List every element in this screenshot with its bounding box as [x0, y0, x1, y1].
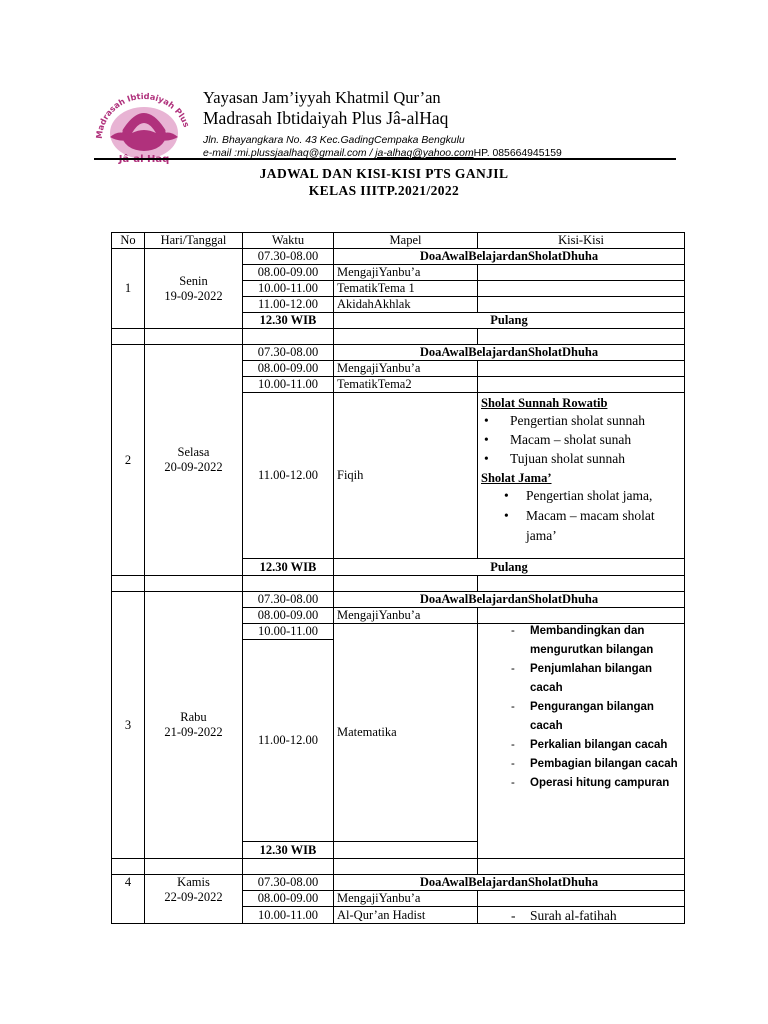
- header-subject: Mapel: [334, 233, 478, 249]
- header-no: No: [112, 233, 145, 249]
- list-item: • Tujuan sholat sunnah: [481, 449, 681, 468]
- header-day: Hari/Tanggal: [145, 233, 243, 249]
- letterhead-divider: [94, 158, 676, 160]
- day-date: [145, 592, 243, 859]
- list-item: - Penjumlahan bilangan cacah: [481, 660, 681, 698]
- kisi-heading: Sholat Jama’: [481, 471, 552, 485]
- logo-bottom-text: Jâ-al Haq: [118, 154, 170, 165]
- time-slot: 10.00-11.00: [243, 377, 334, 393]
- time-slot: 07.30-08.00: [243, 345, 334, 361]
- list-item: • Pengertian sholat jama,: [481, 486, 681, 506]
- school-name: Madrasah Ibtidaiyah Plus Jâ-alHaq: [203, 108, 449, 128]
- subject: Al-Qur’an Hadist: [334, 907, 478, 924]
- list-item: - Operasi hitung campuran: [481, 774, 681, 793]
- table-row: [112, 249, 685, 265]
- spacer-row: [112, 576, 685, 592]
- time-slot: 07.30-08.00: [243, 592, 334, 608]
- document-subtitle: KELAS IIITP.2021/2022: [308, 183, 460, 198]
- opening-activity: DoaAwalBelajardanSholatDhuha: [334, 345, 685, 361]
- day-date: [145, 875, 243, 924]
- subject: MengajiYanbu’a: [334, 265, 478, 281]
- end-time: 12.30 WIB: [243, 842, 334, 859]
- kisi-cell: [478, 377, 685, 393]
- time-slot: 10.00-11.00: [243, 907, 334, 924]
- subject: MengajiYanbu’a: [334, 608, 478, 624]
- table-header-row: [112, 233, 685, 249]
- end-time: 12.30 WIB: [243, 313, 334, 329]
- end-label: Pulang: [334, 559, 685, 576]
- school-address: Jln. Bhayangkara No. 43 Kec.GadingCempaka Bengkulu: [203, 135, 465, 146]
- opening-activity: DoaAwalBelajardanSholatDhuha: [334, 249, 685, 265]
- phone-text: HP. 085664945159: [473, 148, 562, 159]
- kisi-cell: [478, 361, 685, 377]
- list-item: - Pembagian bilangan cacah: [481, 755, 681, 774]
- header-kisi: Kisi-Kisi: [478, 233, 685, 249]
- list-item: - Pengurangan bilangan cacah: [481, 698, 681, 736]
- subject: TematikTema2: [334, 377, 478, 393]
- foundation-name: Yayasan Jam’iyyah Khatmil Qur’an: [203, 88, 441, 107]
- kisi-cell: [478, 624, 685, 859]
- subject: Matematika: [334, 624, 478, 842]
- spacer-row: [112, 859, 685, 875]
- row-number: 1: [112, 249, 145, 329]
- kisi-cell: [478, 907, 685, 924]
- email-link[interactable]: ja-alhaq@yahoo.com: [375, 148, 474, 159]
- schedule-table: [111, 232, 685, 924]
- day-date: [145, 249, 243, 329]
- date-text: 20-09-2022: [164, 460, 223, 474]
- time-slot: 10.00-11.00: [243, 624, 334, 640]
- list-item: • Pengertian sholat sunnah: [481, 411, 681, 430]
- subject: MengajiYanbu’a: [334, 361, 478, 377]
- kisi-cell: [478, 608, 685, 624]
- row-number: 2: [112, 345, 145, 576]
- end-time: 12.30 WIB: [243, 559, 334, 576]
- date-text: 19-09-2022: [164, 288, 223, 303]
- email-text: e-mail :mi.plussjaalhaq@gmail.com /: [203, 148, 376, 159]
- kisi-heading: Sholat Sunnah Rowatib: [481, 396, 608, 410]
- kisi-cell: [478, 265, 685, 281]
- document-title: JADWAL DAN KISI-KISI PTS GANJIL: [259, 166, 509, 181]
- list-item: - Membandingkan dan mengurutkan bilangan: [481, 624, 681, 661]
- subject: Fiqih: [334, 393, 478, 559]
- time-slot: 08.00-09.00: [243, 265, 334, 281]
- time-slot: 10.00-11.00: [243, 281, 334, 297]
- date-text: 21-09-2022: [164, 725, 223, 739]
- table-row: [112, 875, 685, 891]
- row-number: 3: [112, 592, 145, 859]
- list-item: • Macam – macam sholat jama’: [481, 506, 681, 546]
- list-item: - Surah al-fatihah: [481, 908, 681, 923]
- subject: AkidahAkhlak: [334, 297, 478, 313]
- time-slot: 08.00-09.00: [243, 361, 334, 377]
- school-logo: [92, 87, 196, 165]
- end-label: Pulang: [334, 313, 685, 329]
- date-text: 22-09-2022: [164, 890, 223, 904]
- opening-activity: DoaAwalBelajardanSholatDhuha: [334, 875, 685, 891]
- list-item: • Macam – sholat sunah: [481, 430, 681, 449]
- kisi-cell: [478, 393, 685, 559]
- time-slot: 11.00-12.00: [243, 297, 334, 313]
- subject: MengajiYanbu’a: [334, 891, 478, 907]
- day-name: Kamis: [177, 875, 210, 889]
- time-slot: 07.30-08.00: [243, 249, 334, 265]
- header-time: Waktu: [243, 233, 334, 249]
- kisi-cell: [478, 297, 685, 313]
- table-row: [112, 345, 685, 361]
- opening-activity: DoaAwalBelajardanSholatDhuha: [334, 592, 685, 608]
- logo-arc-text: Madrasah Ibtidaiyah Plus: [93, 90, 192, 140]
- letterhead: [203, 88, 562, 160]
- subject: [334, 842, 478, 859]
- time-slot: 11.00-12.00: [243, 640, 334, 842]
- time-slot: 07.30-08.00: [243, 875, 334, 891]
- row-number: 4: [112, 875, 145, 924]
- day-name: Rabu: [180, 710, 207, 724]
- time-slot: 11.00-12.00: [243, 393, 334, 559]
- spacer-row: [112, 329, 685, 345]
- subject: TematikTema 1: [334, 281, 478, 297]
- table-row: [112, 592, 685, 608]
- time-slot: 08.00-09.00: [243, 891, 334, 907]
- list-item: - Perkalian bilangan cacah: [481, 736, 681, 755]
- day-name: Senin: [179, 273, 208, 288]
- kisi-cell: [478, 281, 685, 297]
- kisi-cell: [478, 891, 685, 907]
- day-name: Selasa: [177, 445, 210, 459]
- day-date: [145, 345, 243, 576]
- time-slot: 08.00-09.00: [243, 608, 334, 624]
